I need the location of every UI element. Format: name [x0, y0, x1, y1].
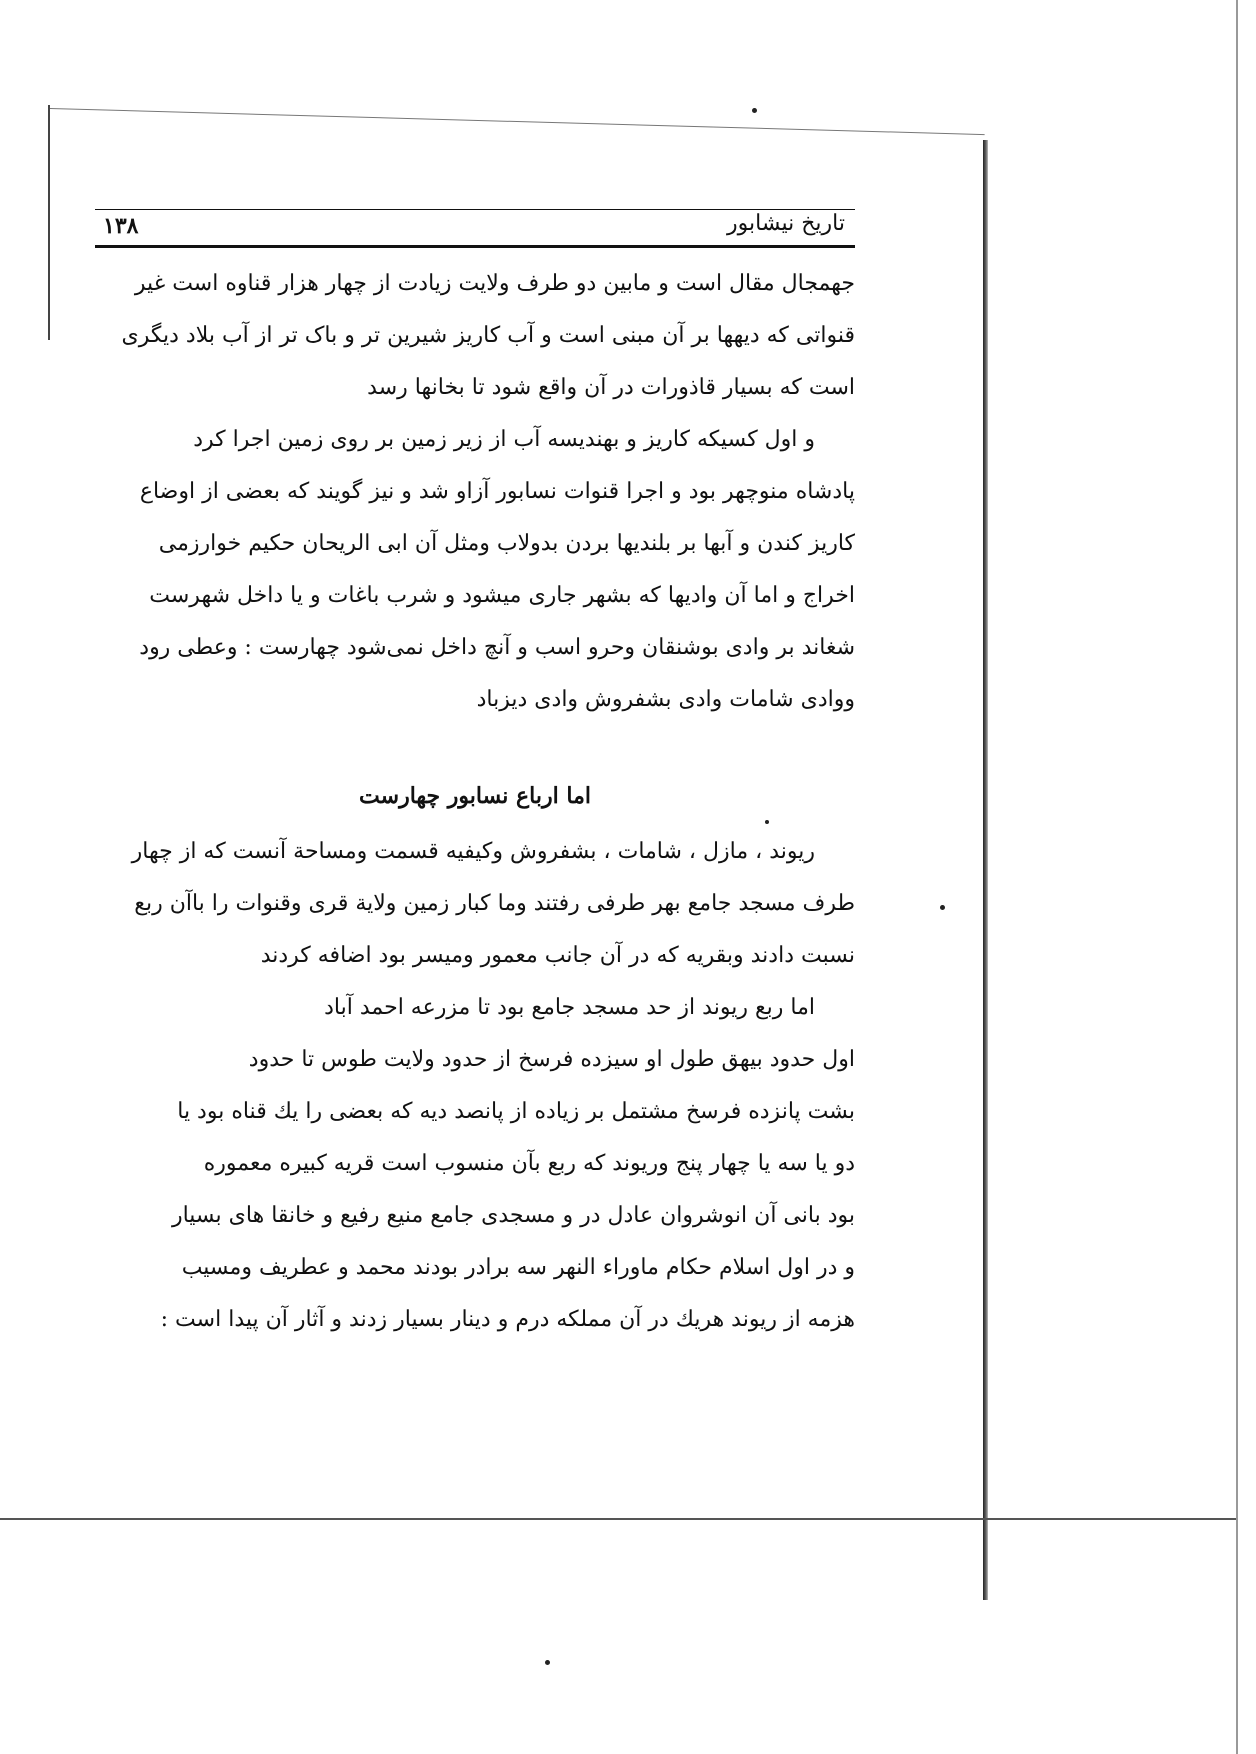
text-line: اول حدود بیهق طول او سیزده فرسخ از حدود ولایت طوس تا حدود	[248, 1047, 855, 1072]
text-line: جهمجال مقال است و مابین دو طرف ولایت زیادت از چهار هزار قناوه است غیر	[134, 271, 855, 296]
text-line: کاریز کندن و آبها بر بلندیها بردن بدولاب ومثل آن ابی الریحان حکیم خوارزمی	[158, 531, 855, 556]
section-heading: اما ارباع نسابور چهارست	[359, 783, 591, 809]
text-line: دو یا سه یا چهار پنج وریوند که ربع بآن منسوب است قریه کبیره معموره	[203, 1151, 855, 1176]
text-line: طرف مسجد جامع بهر طرفی رفتند وما کبار زمین ولایة قری وقنوات را باآن ربع	[134, 891, 855, 916]
text-line: هزمه از ریوند هریك در آن مملکه درم و دینار بسیار زدند و آثار آن پیدا است :	[160, 1307, 855, 1332]
text-line: و در اول اسلام حکام ماوراء النهر سه برادر بودند محمد و عطریف ومسیب	[181, 1255, 855, 1280]
scan-edge-bottom	[0, 1518, 1236, 1520]
paragraph-4	[95, 982, 855, 1034]
running-title: تاریخ نیشابور	[727, 211, 845, 236]
scan-speck	[752, 108, 757, 113]
text-line: ووادی شامات وادی بشفروش وادی دیزباد	[476, 687, 855, 712]
text-line: ریوند ، مازل ، شامات ، بشفروش وکیفیه قسمت ومساحة آنست که از چهار	[131, 839, 815, 864]
paragraph-3	[95, 826, 855, 982]
scan-edge-top	[50, 108, 985, 135]
book-page	[95, 195, 855, 1445]
scan-edge-left	[48, 105, 50, 340]
text-line: بود بانی آن انوشروان عادل در و مسجدی جامع منیع رفیع و خانقا های بسیار	[171, 1203, 855, 1228]
page-body	[95, 258, 855, 1346]
text-line: قنواتی که دیهها بر آن مبنی است و آب کاریز شیرین تر و باک تر از آب بلاد دیگری	[121, 323, 855, 348]
paragraph-2	[95, 414, 855, 726]
page-number: ۱۳۸	[103, 213, 139, 239]
text-line: پادشاه منوچهر بود و اجرا قنوات نسابور آزاو شد و نیز گویند که بعضی از اوضاع	[139, 479, 855, 504]
text-line: نسبت دادند وبقریه که در آن جانب معمور ومیسر بود اضافه کردند	[260, 943, 855, 968]
page-header	[95, 195, 855, 248]
text-line: بشت پانزده فرسخ مشتمل بر زیاده از پانصد دیه که بعضی را یك قناه بود یا	[177, 1099, 855, 1124]
paragraph-5	[95, 1034, 855, 1346]
scan-binding-edge	[983, 140, 988, 1600]
scan-speck	[545, 1660, 550, 1665]
scan-edge-far-right	[1236, 0, 1238, 1754]
scan-speck	[940, 905, 945, 910]
text-line: اخراج و اما آن وادیها که بشهر جاری میشود و شرب باغات و یا داخل شهرست	[149, 583, 855, 608]
paragraph-1	[95, 258, 855, 414]
scan-speck	[765, 820, 769, 824]
text-line: شغاند بر وادی بوشنقان وحرو اسب و آنچ داخل نمی‌شود چهارست : وعطی رود	[139, 635, 855, 660]
text-line: اما ربع ریوند از حد مسجد جامع بود تا مزرعه احمد آباد	[324, 995, 815, 1020]
header-rule	[95, 209, 855, 210]
text-line: و اول کسیکه کاریز و بهندیسه آب از زیر زمین بر روی زمین اجرا کرد	[193, 427, 815, 452]
text-line: است که بسیار قاذورات در آن واقع شود تا بخانها رسد	[367, 375, 855, 400]
